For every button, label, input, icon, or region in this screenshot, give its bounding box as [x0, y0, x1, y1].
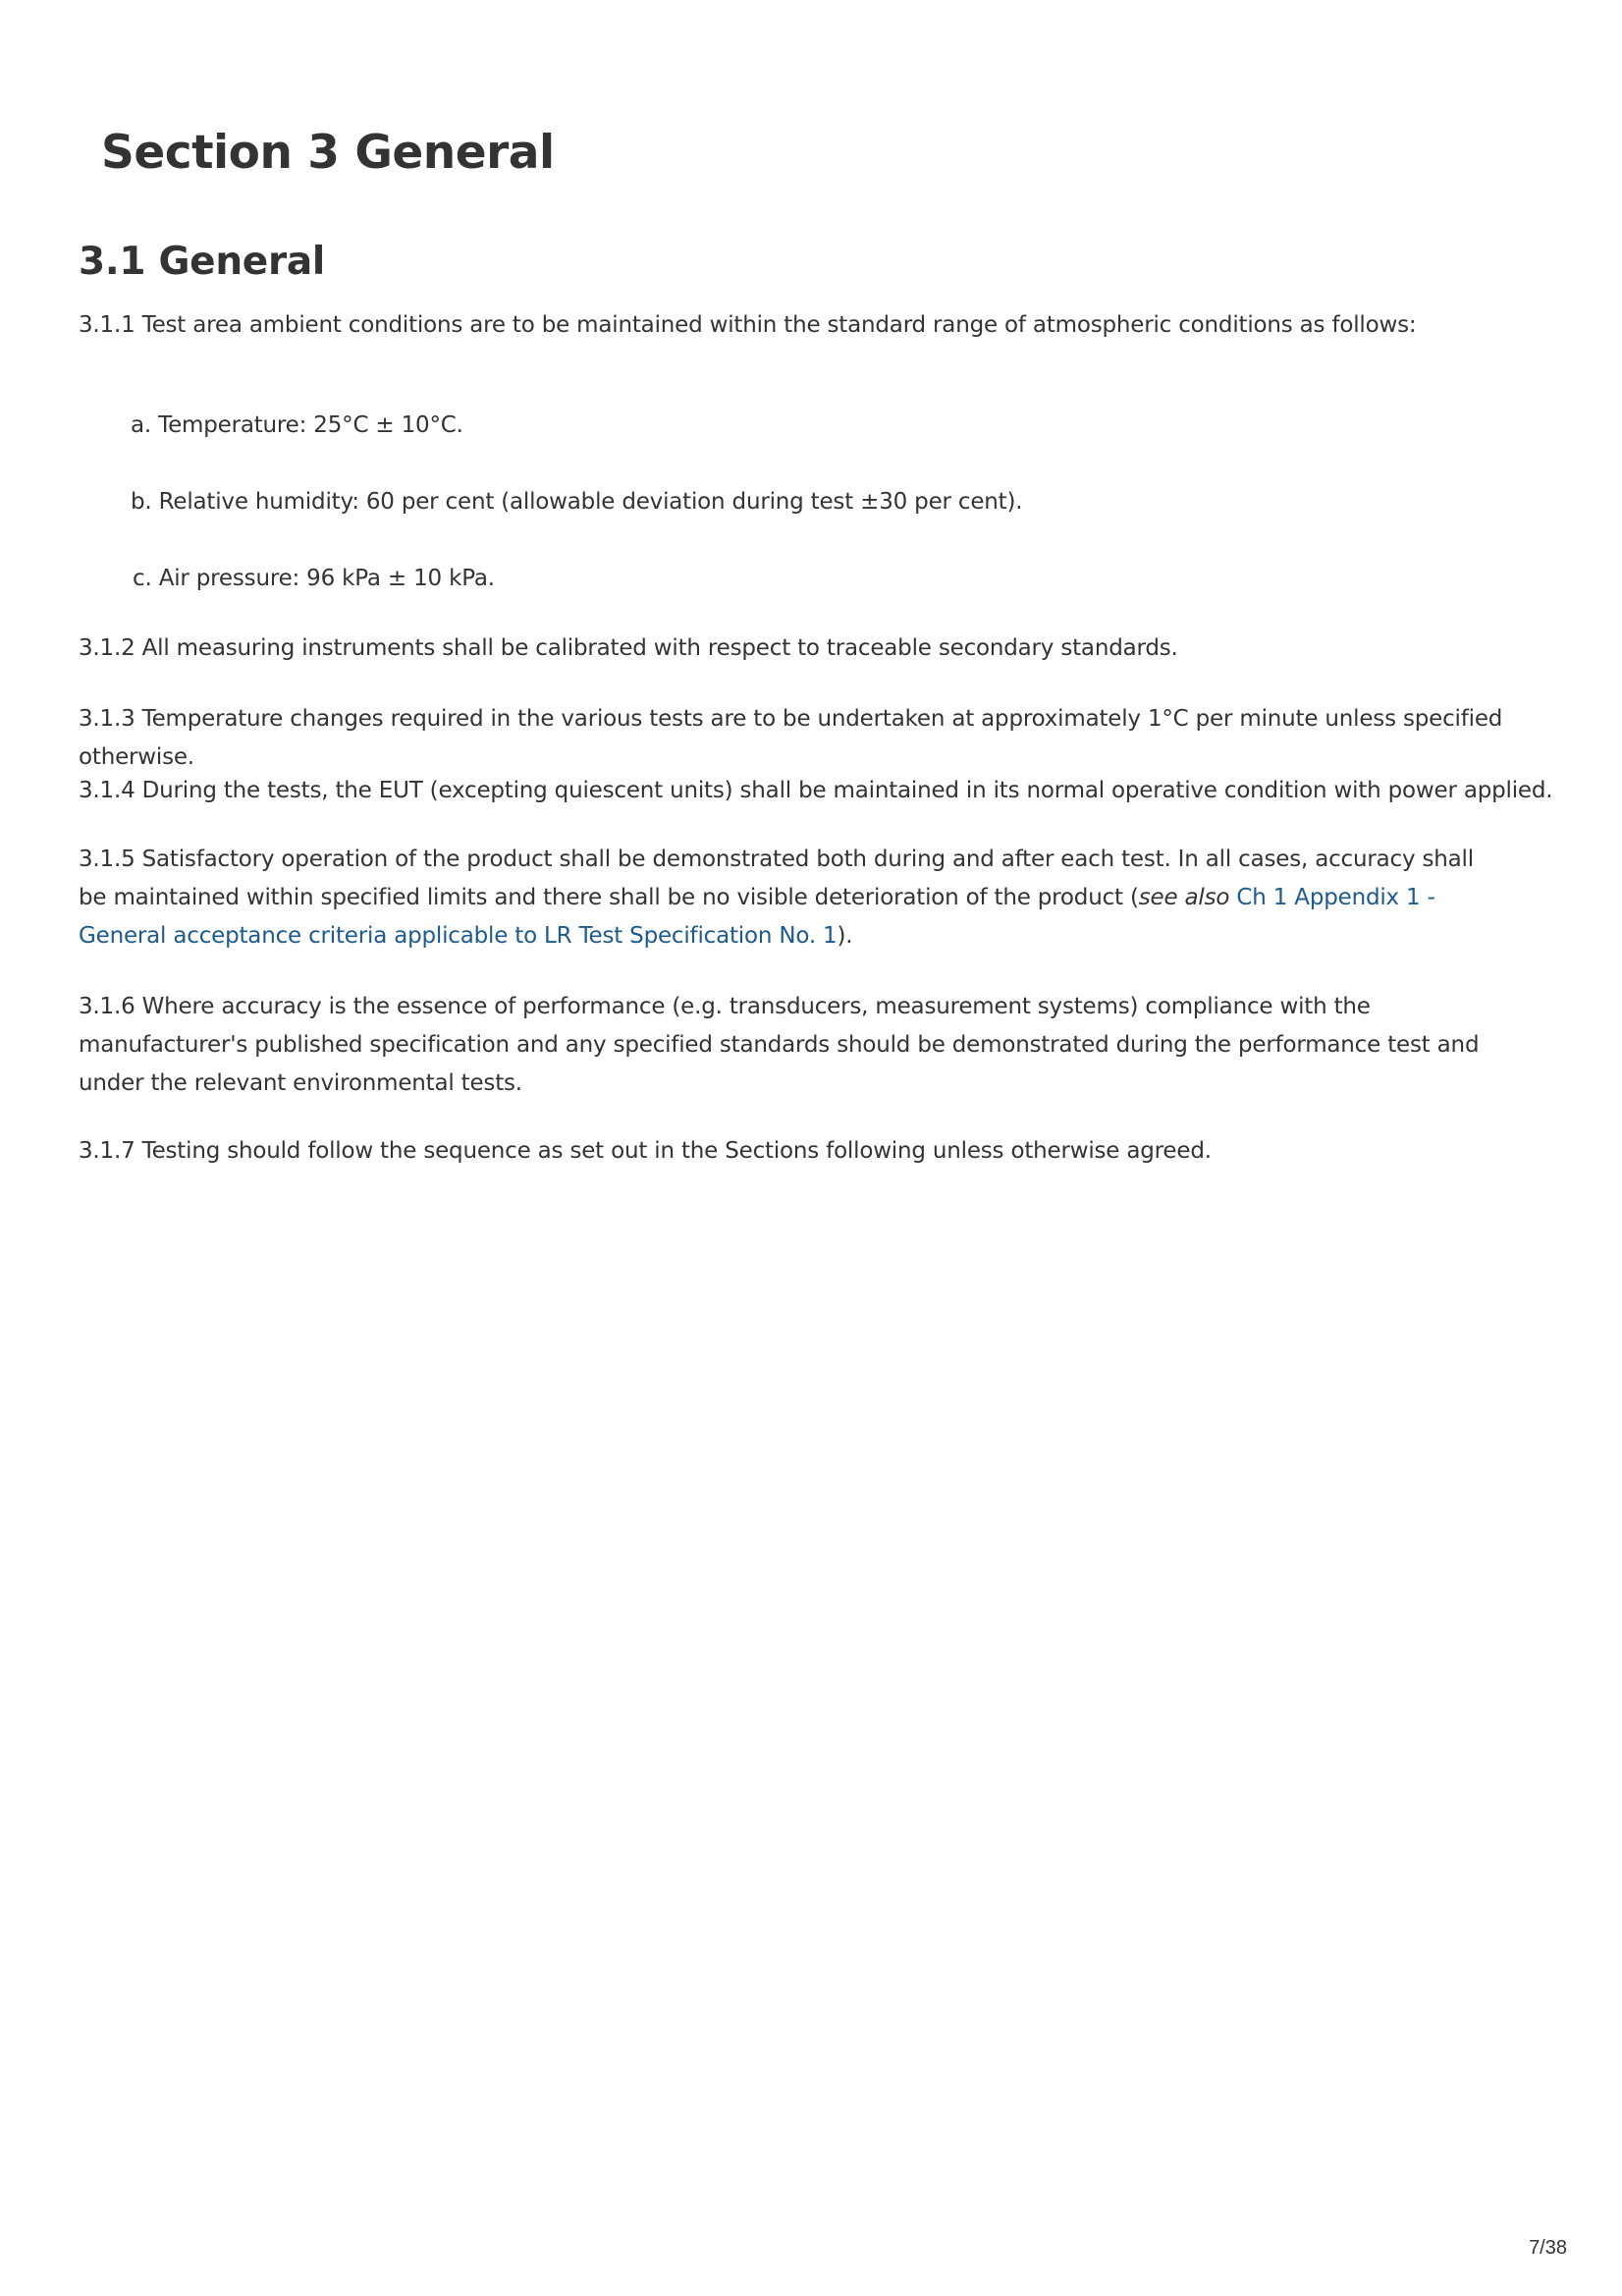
list-marker: b.	[131, 489, 152, 515]
section-title: Section 3 General	[101, 126, 555, 180]
paragraph-3-1-7: 3.1.7 Testing should follow the sequence as set out in the Sections following unless otherwise agreed.	[79, 1138, 1212, 1164]
list-item-humidity	[131, 483, 1022, 521]
page-number: 7/38	[1529, 2237, 1567, 2259]
paragraph-3-1-2: 3.1.2 All measuring instruments shall be calibrated with respect to traceable secondary standards.	[79, 635, 1178, 661]
see-also-text: see also	[1138, 885, 1230, 910]
paragraph-3-1-6: 3.1.6 Where accuracy is the essence of performance (e.g. transducers, measurement systems) compliance with the manufacturer's published specification and any specified standards should be demonstrated during the performance test and under the relevant environmental tests.	[79, 994, 1480, 1096]
subsection-title: 3.1 General	[79, 240, 325, 284]
appendix-link[interactable]: Ch 1 Appendix 1 - General acceptance criteria applicable to LR Test Specification No. 1	[79, 885, 1435, 949]
list-item-air-pressure	[133, 560, 495, 598]
list-marker: a.	[131, 412, 152, 438]
list-marker: c.	[133, 566, 152, 591]
list-item-text: Air pressure: 96 kPa ± 10 kPa.	[158, 566, 495, 591]
list-item-text: Relative humidity: 60 per cent (allowable deviation during test ±30 per cent).	[158, 489, 1023, 515]
paragraph-3-1-4: 3.1.4 During the tests, the EUT (excepting quiescent units) shall be maintained in its normal operative condition with power applied.	[79, 778, 1553, 803]
list-item-text: Temperature: 25°C ± 10°C.	[158, 412, 463, 438]
paragraph-3-1-1: 3.1.1 Test area ambient conditions are to be maintained within the standard range of atmospheric conditions as follows:	[79, 312, 1417, 338]
paragraph-text-end: ).	[837, 923, 853, 949]
paragraph-3-1-5	[79, 841, 1492, 956]
list-item-temperature	[131, 407, 463, 445]
paragraph-text: 3.1.5 Satisfactory operation of the product shall be demonstrated both during and after each test. In all cases, accuracy shall be maintained within specified limits and there shall be no visible deterioration of the product (	[79, 847, 1474, 910]
paragraph-3-1-3: 3.1.3 Temperature changes required in the various tests are to be undertaken at approximately 1°C per minute unless specified otherwise.	[79, 706, 1503, 770]
